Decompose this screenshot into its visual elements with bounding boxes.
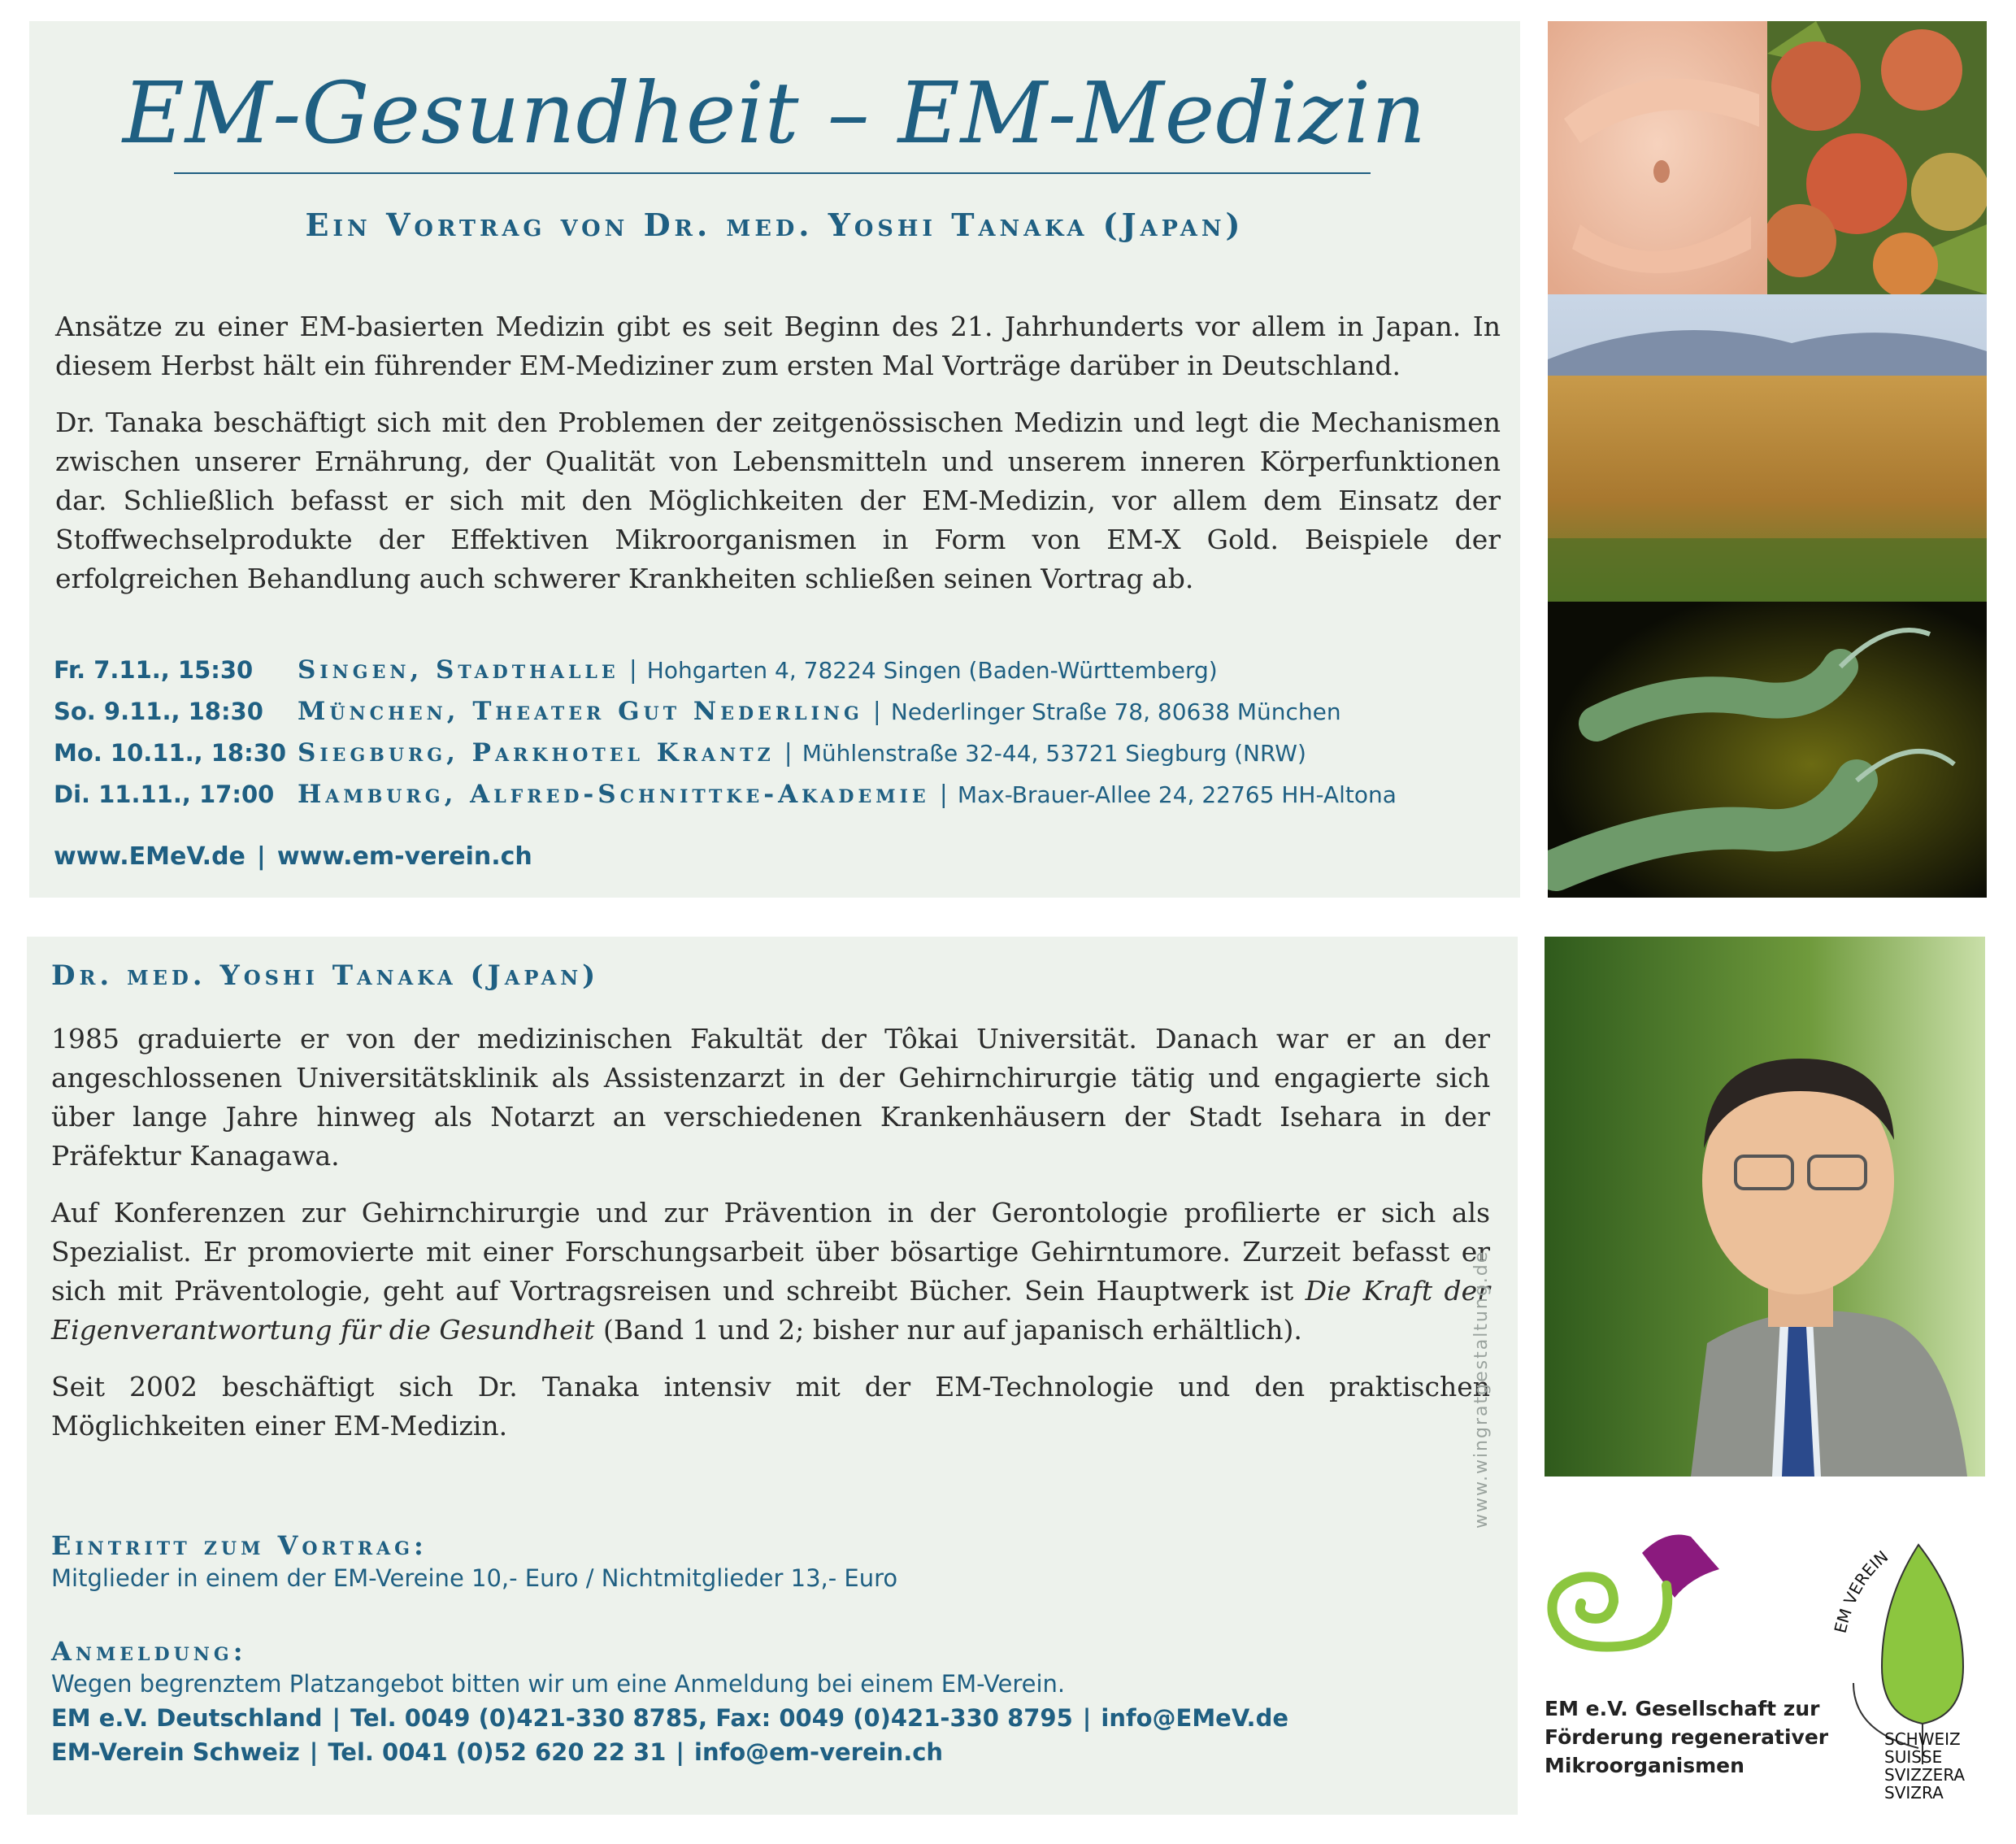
event-date: Di. 11.11., 17:00 bbox=[54, 781, 275, 808]
svg-text:EM VEREIN bbox=[1831, 1546, 1892, 1635]
event-list bbox=[54, 655, 1509, 821]
event-venue: München, Theater Gut Nederling bbox=[298, 697, 863, 726]
speaker-portrait bbox=[1545, 937, 1985, 1477]
bio-paragraph-3: Seit 2002 beschäftigt sich Dr. Tanaka intensiv mit der EM-Technologie und den praktischen Möglichkeiten einer EM-Medizin. bbox=[51, 1371, 1490, 1442]
bio-panel bbox=[27, 937, 1518, 1815]
flyer-title: EM-Gesundheit – EM-Medizin bbox=[122, 63, 1427, 163]
rice-field-photo bbox=[1548, 294, 1987, 602]
bio-text bbox=[51, 1020, 1490, 1463]
separator: | bbox=[939, 781, 948, 809]
book-title: Die Kraft der Eigenverantwortung für die Gesundheit bbox=[51, 1275, 1490, 1346]
admission-price: Mitglieder in einem der EM-Vereine 10,- Euro / Nichtmitglieder 13,- Euro bbox=[51, 1564, 898, 1592]
link-emev[interactable]: www.EMeV.de bbox=[54, 842, 245, 871]
event-address: Hohgarten 4, 78224 Singen (Baden-Württemberg) bbox=[646, 657, 1218, 684]
website-links bbox=[54, 842, 532, 871]
designer-credit: www.wingratgestaltung.de bbox=[1471, 1250, 1492, 1529]
link-em-verein[interactable]: www.em-verein.ch bbox=[276, 842, 532, 871]
event-date: Mo. 10.11., 18:30 bbox=[54, 739, 287, 767]
admission-section bbox=[51, 1530, 897, 1592]
email-em-verein[interactable]: info@em-verein.ch bbox=[694, 1738, 944, 1766]
title-rule bbox=[174, 172, 1371, 174]
intro-paragraph-1: Ansätze zu einer EM-basierten Medizin gibt es seit Beginn des 21. Jahrhunderts vor allem in Japan. In diesem Herbst hält ein führender EM-Mediziner zum ersten Mal Vorträge darüber in Deutschland. bbox=[55, 311, 1501, 381]
event-row bbox=[54, 738, 1509, 780]
separator: | bbox=[256, 842, 266, 871]
event-address: Nederlinger Straße 78, 80638 München bbox=[890, 698, 1341, 725]
contact-germany: EM e.V. Deutschland | Tel. 0049 (0)421-330 8785, Fax: 0049 (0)421-330 8795 | info@EMeV.de bbox=[51, 1704, 1289, 1732]
event-address: Max-Brauer-Allee 24, 22765 HH-Altona bbox=[957, 781, 1397, 808]
bio-paragraph-1: 1985 graduierte er von der medizinischen Fakultät der Tôkai Universität. Danach war er an der angeschlossenen Universitätsklinik als Assistenzarzt in der Gehirnchirurgie tätig und engagierte sich über lange Jahre hinweg als Notarzt an verschiedenen Krankenhäusern der Stadt Isehara in der Präfektur Kanagawa. bbox=[51, 1023, 1490, 1172]
event-venue: Siegburg, Parkhotel Krantz bbox=[298, 738, 775, 768]
event-venue: Singen, Stadthalle bbox=[298, 655, 619, 685]
registration-note: Wegen begrenztem Platzangebot bitten wir um eine Anmeldung bei einem EM-Verein. bbox=[51, 1670, 1066, 1698]
separator: | bbox=[872, 698, 881, 726]
apples-photo bbox=[1767, 21, 1987, 294]
admission-heading: Eintritt zum Vortrag: bbox=[51, 1530, 428, 1561]
event-row bbox=[54, 655, 1509, 697]
intro-text bbox=[55, 307, 1501, 616]
contact-switzerland: EM-Verein Schweiz | Tel. 0041 (0)52 620 22 31 | info@em-verein.ch bbox=[51, 1738, 944, 1766]
em-verein-country-names: SCHWEIZ SUISSE SVIZZERA SVIZRA bbox=[1884, 1729, 1966, 1803]
bio-heading: Dr. med. Yoshi Tanaka (Japan) bbox=[51, 959, 600, 992]
event-row bbox=[54, 697, 1509, 738]
registration-section bbox=[51, 1636, 1288, 1766]
separator: | bbox=[784, 739, 793, 768]
event-date: So. 9.11., 18:30 bbox=[54, 698, 263, 725]
emev-logo-caption: EM e.V. Gesellschaft zur Förderung regenerativer Mikroorganismen bbox=[1545, 1697, 1829, 1777]
intro-paragraph-2: Dr. Tanaka beschäftigt sich mit den Problemen der zeitgenössischen Medizin und legt die Mechanismen zwischen unserer Ernährung, der Qualität von Lebensmitteln und unserem inneren Körperfunktionen dar. Schließlich befasst er sich mit den Möglichkeiten der EM-Medizin, vor allem dem Einsatz der Stoffwechselprodukte der Effektiven Mikroorganismen in Form von EM-X Gold. Beispiele der erfolgreichen Behandlung auch schwerer Krankheiten schließen seinen Vortrag ab. bbox=[55, 407, 1501, 594]
bio-paragraph-2: Auf Konferenzen zur Gehirnchirurgie und zur Prävention in der Gerontologie profilierte er sich als Spezialist. Er promovierte mit einer Forschungsarbeit über bösartige Gehirntumore. Zurzeit befasst er sich mit Präventologie, geht auf Vortragsreisen und schreibt Bücher. Sein Hauptwerk ist Die Kraft der Eigenverantwortung für die Gesundheit (Band 1 und 2; bisher nur auf japanisch erhältlich). bbox=[51, 1197, 1490, 1346]
emev-logo bbox=[1545, 1529, 1740, 1667]
email-emev[interactable]: info@EMeV.de bbox=[1101, 1704, 1289, 1732]
microorganism-illustration bbox=[1548, 602, 1987, 898]
event-date: Fr. 7.11., 15:30 bbox=[54, 656, 254, 684]
flyer-subtitle: Ein Vortrag von Dr. med. Yoshi Tanaka (Japan) bbox=[305, 207, 1245, 243]
event-panel bbox=[29, 21, 1520, 898]
hands-belly-photo bbox=[1548, 21, 1767, 294]
em-verein-arc-text: EM VEREIN bbox=[1830, 1546, 1892, 1636]
event-address: Mühlenstraße 32-44, 53721 Siegburg (NRW) bbox=[802, 740, 1306, 767]
event-venue: Hamburg, Alfred-Schnittke-Akademie bbox=[298, 780, 930, 809]
registration-heading: Anmeldung: bbox=[51, 1636, 247, 1667]
separator: | bbox=[628, 656, 637, 685]
event-row bbox=[54, 780, 1509, 821]
